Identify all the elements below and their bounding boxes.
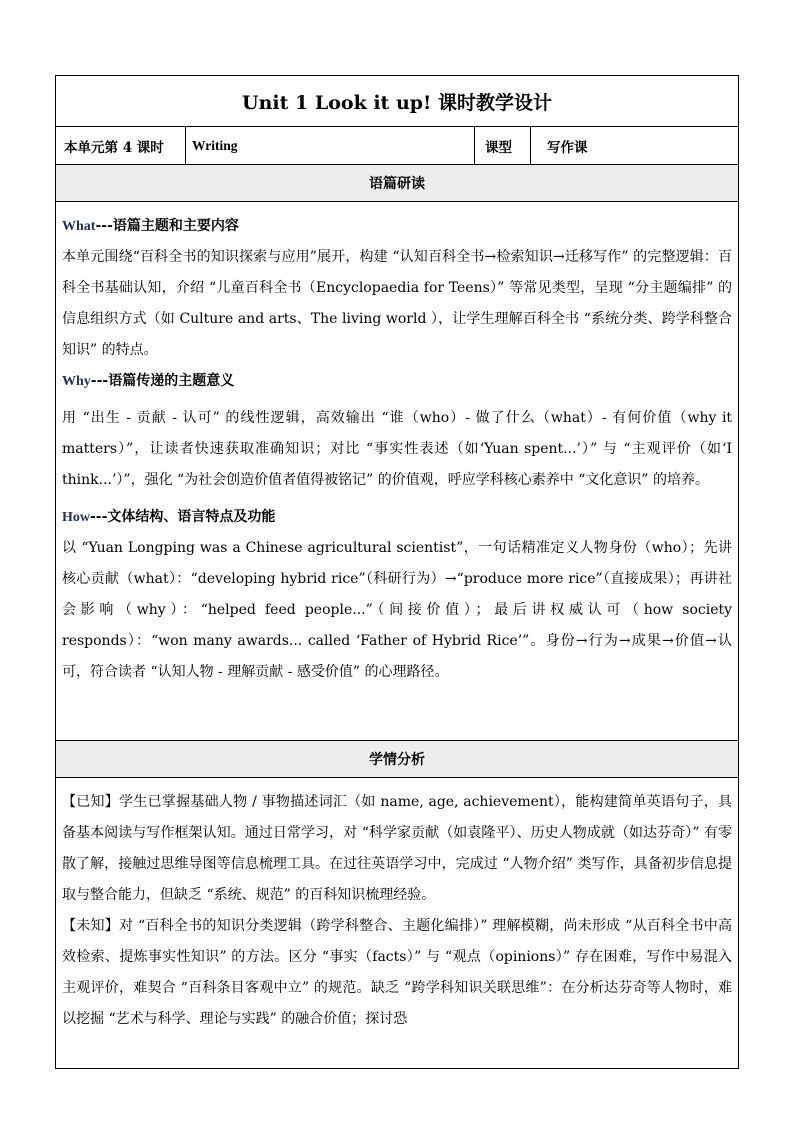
document-title: Unit 1 Look it up! 课时教学设计 <box>56 76 739 127</box>
why-paragraph: 用 “出生 - 贡献 - 认可” 的线性逻辑，高效输出 “谁（who）- 做了什么（what）- 有何价值（why it matters）”，让读者快速获取准确知识；对比 “事实性表述（如‘Yuan spent...’）” 与 “主观评价（如‘I think...’）”，强化 “为社会创造价值者值得被铭记” 的价值观，呼应学科核心素养中 “文化意识” 的培养。 <box>62 410 733 488</box>
how-heading <box>62 502 732 533</box>
how-heading-text: ---文体结构、语言特点及功能 <box>90 509 276 525</box>
text-analysis-body <box>56 202 739 741</box>
what-heading <box>62 211 732 242</box>
why-keyword: Why <box>62 374 91 389</box>
how-paragraph: 以 “Yuan Longping was a Chinese agricultural scientist”，一句话精准定义人物身份（who）；先讲核心贡献（what）：“developing hybrid rice”（科研行为）→“produce more rice”（直接成果）；再讲社会影响（why）：“helped feed people...”（间接价值）；最后讲权威认可（how society responds）：“won many awards... called ‘Father of Hybrid Rice’”。身份→行为→成果→价值→认可，符合读者 “认知人物 - 理解贡献 - 感受价值” 的心理路径。 <box>62 540 733 680</box>
lesson-type-value: 写作课 <box>531 127 739 165</box>
lesson-number: 本单元第 4 课时 <box>56 127 186 165</box>
known-paragraph: 【已知】学生已掌握基础人物 / 事物描述词汇（如 name, age, achievement），能构建简单英语句子，具备基本阅读与写作框架认知。通过日常学习，对 “科学家贡献（如袁隆平）、历史人物成就（如达芬奇）” 有零散了解，接触过思维导图等信息梳理工具。在过往英语学习中，完成过 “人物介绍” 类写作，具备初步信息提取与整合能力，但缺乏 “系统、规范” 的百科知识梳理经验。 <box>62 794 733 903</box>
how-keyword: How <box>62 510 90 525</box>
section-header-text-analysis: 语篇研读 <box>56 165 739 202</box>
what-paragraph: 本单元围绕“百科全书的知识探索与应用”展开，构建 “认知百科全书→检索知识→迁移写作” 的完整逻辑：百科全书基础认知，介绍 “儿童百科全书（Encyclopaedia for Teens）” 等常见类型，呈现 “分主题编排” 的信息组织方式（如 Culture and arts、The living world ），让学生理解百科全书 “系统分类、跨学科整合知识” 的特点。 <box>62 249 733 358</box>
lesson-type-label: 课型 <box>475 127 531 165</box>
section-header-learner-analysis: 学情分析 <box>56 741 739 778</box>
meta-row <box>56 127 739 165</box>
learner-analysis-body <box>56 778 739 1069</box>
what-heading-text: ---语篇主题和主要内容 <box>95 218 239 234</box>
lesson-plan-table <box>55 75 739 1069</box>
unknown-paragraph: 【未知】对 “百科全书的知识分类逻辑（跨学科整合、主题化编排）” 理解模糊，尚未形成 “从百科全书中高效检索、提炼事实性知识” 的方法。区分 “事实（facts）” 与 “观点（opinions）” 存在困难，写作中易混入主观评价，难契合 “百科条目客观中立” 的规范。缺乏 “跨学科知识关联思维”：在分析达芬奇等人物时，难以挖掘 “艺术与科学、理论与实践” 的融合价值；探讨恐 <box>62 918 733 1027</box>
what-keyword: What <box>62 219 96 234</box>
lesson-topic: Writing <box>186 127 475 165</box>
lesson-plan-sheet <box>55 75 738 1069</box>
why-heading <box>62 366 732 397</box>
why-heading-text: ---语篇传递的主题意义 <box>90 373 235 389</box>
